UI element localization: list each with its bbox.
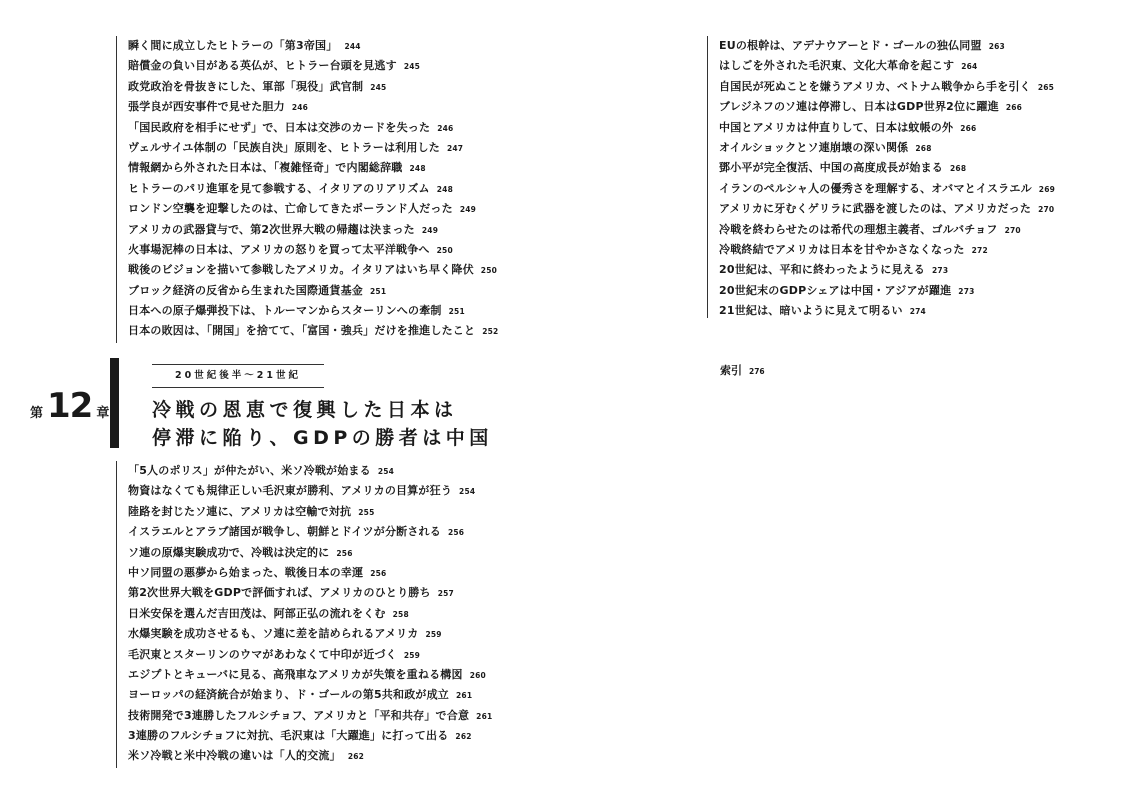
index-title: 索引 xyxy=(720,364,742,377)
entry-page: 274 xyxy=(909,307,926,317)
entry-title: 冷戦終結でアメリカは日本を甘やかさなくなった xyxy=(719,242,965,256)
entry-title: 20世紀末のGDPシェアは中国・アジアが躍進 xyxy=(719,283,952,297)
entry-title: 技術開発で3連勝したフルシチョフ、アメリカと「平和共存」で合意 xyxy=(128,708,470,722)
entry-page: 246 xyxy=(437,123,454,133)
entry-page: 270 xyxy=(1004,225,1021,235)
toc-entry[interactable] xyxy=(708,220,1088,240)
entry-title: イスラエルとアラブ諸国が戦争し、朝鮮とドイツが分断される xyxy=(128,525,441,539)
entry-page: 265 xyxy=(1037,82,1055,92)
entry-title: 自国民が死ぬことを嫌うアメリカ、ベトナム戦争から手を引く xyxy=(719,79,1031,93)
entry-page: 250 xyxy=(480,266,498,276)
toc-entry[interactable] xyxy=(708,240,1088,260)
entry-title: ロンドン空襲を迎撃したのは、亡命してきたポーランド人だった xyxy=(128,202,453,216)
toc-entry[interactable] xyxy=(708,77,1088,97)
entry-title: 米ソ冷戦と米中冷戦の違いは「人的交流」 xyxy=(128,749,341,763)
toc-entry[interactable] xyxy=(117,281,497,301)
entry-page: 256 xyxy=(447,528,465,538)
entry-title: 鄧小平が完全復活、中国の高度成長が始まる xyxy=(719,161,943,175)
entry-page: 254 xyxy=(377,467,395,476)
entry-title: 日本への原子爆弾投下は、トルーマンからスターリンへの牽制 xyxy=(128,304,442,318)
toc-entry[interactable] xyxy=(117,645,497,665)
entry-title: ブロック経済の反省から生まれた国際通貨基金 xyxy=(128,283,363,297)
entry-page: 261 xyxy=(456,691,473,701)
entry-page: 259 xyxy=(403,650,421,660)
toc-entry[interactable] xyxy=(117,240,497,260)
entry-title: 情報網から外された日本は、「複雑怪奇」で内閣総辞職 xyxy=(128,161,403,175)
toc-entry[interactable] xyxy=(117,138,497,158)
index-entry[interactable] xyxy=(720,362,765,378)
entry-page: 252 xyxy=(482,327,499,337)
chapter-suffix: 章 xyxy=(96,406,110,421)
entry-title: 物資はなくても規律正しい毛沢東が勝利、アメリカの目算が狂う xyxy=(128,484,453,498)
toc-entry[interactable] xyxy=(117,199,497,219)
entry-title: イランのペルシャ人の優秀さを理解する、オバマとイスラエル xyxy=(719,181,1032,195)
toc-entry[interactable] xyxy=(117,563,497,583)
entry-title: 毛沢東とスターリンのウマがあわなくて中印が近づく xyxy=(128,647,397,661)
entry-title: 3連勝のフルシチョフに対抗、毛沢東は「大躍進」に打って出る xyxy=(128,729,449,743)
toc-column-top-left xyxy=(116,36,497,343)
toc-entry[interactable] xyxy=(708,56,1088,76)
toc-entry[interactable] xyxy=(117,624,497,644)
entry-title: 日本の敗因は、「開国」を捨てて、「富国・強兵」だけを推進したこと xyxy=(128,324,476,338)
entry-title: 第2次世界大戦をGDPで評価すれば、アメリカのひとり勝ち xyxy=(128,586,431,600)
toc-entry[interactable] xyxy=(708,179,1088,199)
entry-page: 260 xyxy=(469,670,486,680)
toc-entry[interactable] xyxy=(117,726,497,746)
toc-entry[interactable] xyxy=(117,118,497,138)
toc-entry[interactable] xyxy=(117,461,497,481)
toc-entry[interactable] xyxy=(708,36,1088,56)
toc-entry[interactable] xyxy=(708,301,1088,321)
entry-title: EUの根幹は、アデナウアーとド・ゴールの独仏同盟 xyxy=(719,39,982,52)
entry-page: 266 xyxy=(960,123,977,133)
toc-entry[interactable] xyxy=(117,77,497,97)
entry-page: 251 xyxy=(448,307,465,317)
entry-page: 258 xyxy=(392,609,409,619)
entry-page: 270 xyxy=(1038,205,1055,215)
entry-page: 245 xyxy=(370,82,387,92)
entry-title: エジプトとキューバに見る、高飛車なアメリカが失策を重ねる構図 xyxy=(128,667,463,681)
entry-page: 273 xyxy=(958,286,975,296)
entry-page: 255 xyxy=(358,507,375,517)
entry-title: 日米安保を選んだ吉田茂は、阿部正弘の流れをくむ xyxy=(128,606,386,620)
toc-entry[interactable] xyxy=(117,481,497,501)
entry-title: 張学良が西安事件で見せた胆力 xyxy=(128,100,285,114)
entry-page: 268 xyxy=(950,164,967,174)
entry-title: 中ソ同盟の悪夢から始まった、戦後日本の幸運 xyxy=(128,565,364,579)
toc-entry[interactable] xyxy=(117,746,497,766)
entry-title: 21世紀は、暗いように見えて明るい xyxy=(719,304,903,318)
entry-title: 賠償金の負い目がある英仏が、ヒトラー台頭を見逃す xyxy=(128,59,397,73)
entry-title: 瞬く間に成立したヒトラーの「第3帝国」 xyxy=(128,39,338,52)
toc-entry[interactable] xyxy=(117,158,497,178)
entry-title: アメリカの武器貸与で、第2次世界大戦の帰趨は決まった xyxy=(128,222,415,236)
entry-title: 戦後のビジョンを描いて参戦したアメリカ。イタリアはいち早く降伏 xyxy=(128,263,474,277)
chapter-era: 20世紀後半〜21世紀 xyxy=(152,364,324,388)
entry-page: 261 xyxy=(476,711,493,721)
entry-title: オイルショックとソ連崩壊の深い関係 xyxy=(719,140,909,154)
entry-title: 20世紀は、平和に終わったように見える xyxy=(719,263,925,277)
entry-page: 254 xyxy=(459,487,476,497)
toc-entry[interactable] xyxy=(708,138,1088,158)
entry-title: 冷戦を終わらせたのは希代の理想主義者、ゴルバチョフ xyxy=(719,222,998,236)
entry-page: 249 xyxy=(459,205,477,215)
toc-entry[interactable] xyxy=(708,118,1088,138)
entry-title: 陸路を封じたソ連に、アメリカは空輸で対抗 xyxy=(128,504,352,518)
entry-page: 259 xyxy=(425,630,442,640)
toc-entry[interactable] xyxy=(117,685,497,705)
entry-page: 273 xyxy=(932,266,949,276)
entry-title: アメリカに牙むくゲリラに武器を渡したのは、アメリカだった xyxy=(719,202,1032,216)
toc-column-top-right xyxy=(707,36,1088,318)
toc-entry[interactable] xyxy=(117,665,497,685)
toc-entry[interactable] xyxy=(117,36,497,56)
toc-entry[interactable] xyxy=(117,56,497,76)
entry-title: ブレジネフのソ連は停滞し、日本はGDP世界2位に躍進 xyxy=(719,100,999,114)
entry-page: 249 xyxy=(421,225,439,235)
entry-page: 246 xyxy=(291,103,309,113)
entry-page: 248 xyxy=(409,164,426,174)
toc-entry[interactable] xyxy=(708,260,1088,280)
entry-page: 257 xyxy=(437,589,454,599)
toc-entry[interactable] xyxy=(117,706,497,726)
toc-entry[interactable] xyxy=(117,220,497,240)
entry-title: ヴェルサイユ体制の「民族自決」原則を、ヒトラーは利用した xyxy=(128,140,440,154)
toc-entry[interactable] xyxy=(117,604,497,624)
entry-title: 「国民政府を相手にせず」で、日本は交渉のカードを失った xyxy=(128,120,431,134)
entry-page: 266 xyxy=(1005,103,1023,113)
entry-page: 264 xyxy=(961,62,978,72)
entry-page: 248 xyxy=(436,184,454,194)
entry-page: 256 xyxy=(336,548,353,558)
toc-entry[interactable] xyxy=(117,543,497,563)
chapter-title-line-1: 冷戦の恩恵で復興した日本は xyxy=(152,399,458,421)
entry-page: 268 xyxy=(915,143,932,153)
entry-page: 244 xyxy=(344,42,361,51)
entry-title: ヨーロッパの経済統合が始まり、ド・ゴールの第5共和政が成立 xyxy=(128,688,450,702)
index-page: 276 xyxy=(749,367,765,376)
toc-entry[interactable] xyxy=(708,199,1088,219)
toc-entry[interactable] xyxy=(708,281,1088,301)
toc-entry[interactable] xyxy=(708,97,1088,117)
chapter-prefix: 第 xyxy=(30,406,44,421)
chapter-number-label xyxy=(30,386,109,426)
entry-title: 中国とアメリカは仲直りして、日本は蚊帳の外 xyxy=(719,120,954,134)
entry-page: 263 xyxy=(988,42,1005,51)
entry-title: ソ連の原爆実験成功で、冷戦は決定的に xyxy=(128,545,330,559)
entry-title: 火事場泥棒の日本は、アメリカの怒りを買って太平洋戦争へ xyxy=(128,242,430,256)
chapter-divider-bar xyxy=(110,358,119,448)
chapter-title-line-2: 停滞に陥り、GDPの勝者は中国 xyxy=(152,427,493,449)
toc-entry[interactable] xyxy=(117,502,497,522)
toc-entry[interactable] xyxy=(708,158,1088,178)
entry-page: 256 xyxy=(370,568,387,578)
entry-page: 262 xyxy=(455,732,472,742)
toc-entry[interactable] xyxy=(117,97,497,117)
toc-entry[interactable] xyxy=(117,260,497,280)
toc-entry[interactable] xyxy=(117,321,497,341)
entry-title: 水爆実験を成功させるも、ソ連に差を詰められるアメリカ xyxy=(128,627,419,641)
entry-page: 262 xyxy=(347,752,365,762)
toc-entry[interactable] xyxy=(117,179,497,199)
entry-page: 245 xyxy=(403,62,421,72)
entry-title: ヒトラーのパリ進軍を見て参戦する、イタリアのリアリズム xyxy=(128,181,430,195)
entry-page: 272 xyxy=(971,245,988,255)
entry-title: 「5人のポリス」が仲たがい、米ソ冷戦が始まる xyxy=(128,464,371,477)
toc-column-bottom-left xyxy=(116,461,497,768)
chapter-number: 12 xyxy=(47,386,93,426)
chapter-title xyxy=(152,396,493,452)
toc-entry[interactable] xyxy=(117,301,497,321)
entry-title: はしごを外された毛沢東、文化大革命を起こす xyxy=(719,59,955,73)
entry-page: 250 xyxy=(436,245,453,255)
entry-page: 269 xyxy=(1038,184,1056,194)
entry-page: 251 xyxy=(369,286,387,296)
toc-entry[interactable] xyxy=(117,583,497,603)
toc-entry[interactable] xyxy=(117,522,497,542)
entry-title: 政党政治を骨抜きにした、軍部「現役」武官制 xyxy=(128,79,364,93)
entry-page: 247 xyxy=(446,143,464,153)
